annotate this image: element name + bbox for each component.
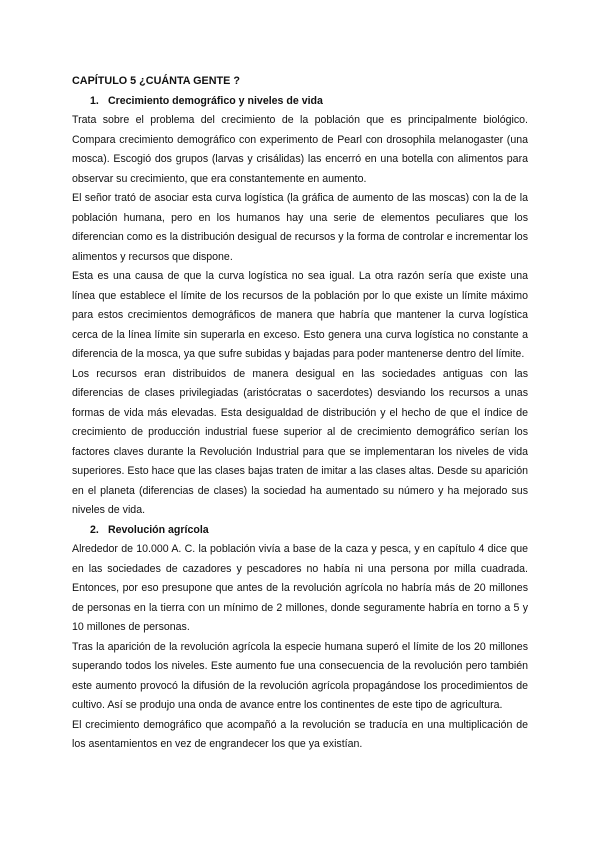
- paragraph: Tras la aparición de la revolución agrícola la especie humana superó el límite de los 20 millones superando todos los niveles. Este aumento fue una consecuencia de la revolución pero también este aumento provocó la difusión de la revolución agrícola propagándose los procedimientos de cultivo. Así se produjo una onda de avance entre los continentes de este tipo de agricultura.: [72, 640, 528, 711]
- section-number: 2.: [90, 523, 99, 536]
- section-title: Revolución agrícola: [108, 523, 209, 536]
- paragraph: Los recursos eran distribuidos de manera desigual en las sociedades antiguas con las diferencias de clases privilegiadas (aristócratas o sacerdotes) desviando los recursos a unas formas de vida más elevadas. Esta desigualdad de distribución y el hecho de que el índice de crecimiento de producción industrial fuese superior al de crecimiento demográfico serían los factores claves durante la Revolución Industrial para que se implementaran los niveles de vida superiores. Esto hace que las clases bajas traten de imitar a las clases altas. Desde su aparición en el planeta (diferencias de clases) la sociedad ha aumentado su número y ha mejorado sus niveles de vida.: [72, 367, 528, 516]
- paragraph: Alrededor de 10.000 A. C. la población vivía a base de la caza y pesca, y en capítulo 4 dice que en las sociedades de cazadores y pescadores no había ni una persona por milla cuadrada. Entonces, por eso presupone que antes de la revolución agrícola no habría más de 20 millones de personas en la tierra con un mínimo de 2 millones, donde seguramente habría en torno a 5 y 10 millones de personas.: [72, 543, 528, 633]
- section-heading-2: [72, 521, 528, 541]
- section-number: 1.: [90, 94, 99, 107]
- chapter-title: CAPÍTULO 5 ¿CUÁNTA GENTE ?: [72, 75, 240, 87]
- paragraph: Esta es una causa de que la curva logística no sea igual. La otra razón sería que existe una línea que establece el límite de los recursos de la población por lo que existe un límite máximo para estos crecimientos demográficos de manera que habría que mantener la curva logística cerca de la línea límite sin superarla en exceso. Esto genera una curva logística no constante a diferencia de la mosca, ya que sufre subidas y bajadas para poder mantenerse dentro del límite.: [72, 270, 528, 360]
- section-heading-1: [72, 92, 528, 112]
- paragraph: El crecimiento demográfico que acompañó a la revolución se traducía en una multiplicación de los asentamientos en vez de engrandecer los que ya existían.: [72, 718, 528, 750]
- paragraph: Trata sobre el problema del crecimiento de la población que es principalmente biológico. Compara crecimiento demográfico con experimento de Pearl con drosophila melanogaster (una mosca). Escogió dos grupos (larvas y crisálidas) las encerró en una botella con alimentos para observar su crecimiento, que era constantemente en aumento.: [72, 114, 528, 185]
- document-page: [72, 72, 528, 755]
- paragraph: El señor trató de asociar esta curva logística (la gráfica de aumento de las moscas) con la de la población humana, pero en los humanos hay una serie de elementos peculiares que los diferencian como es la distribución desigual de recursos y la forma de controlar e incrementar los alimentos y recursos que dispone.: [72, 192, 528, 263]
- section-title: Crecimiento demográfico y niveles de vida: [108, 94, 323, 107]
